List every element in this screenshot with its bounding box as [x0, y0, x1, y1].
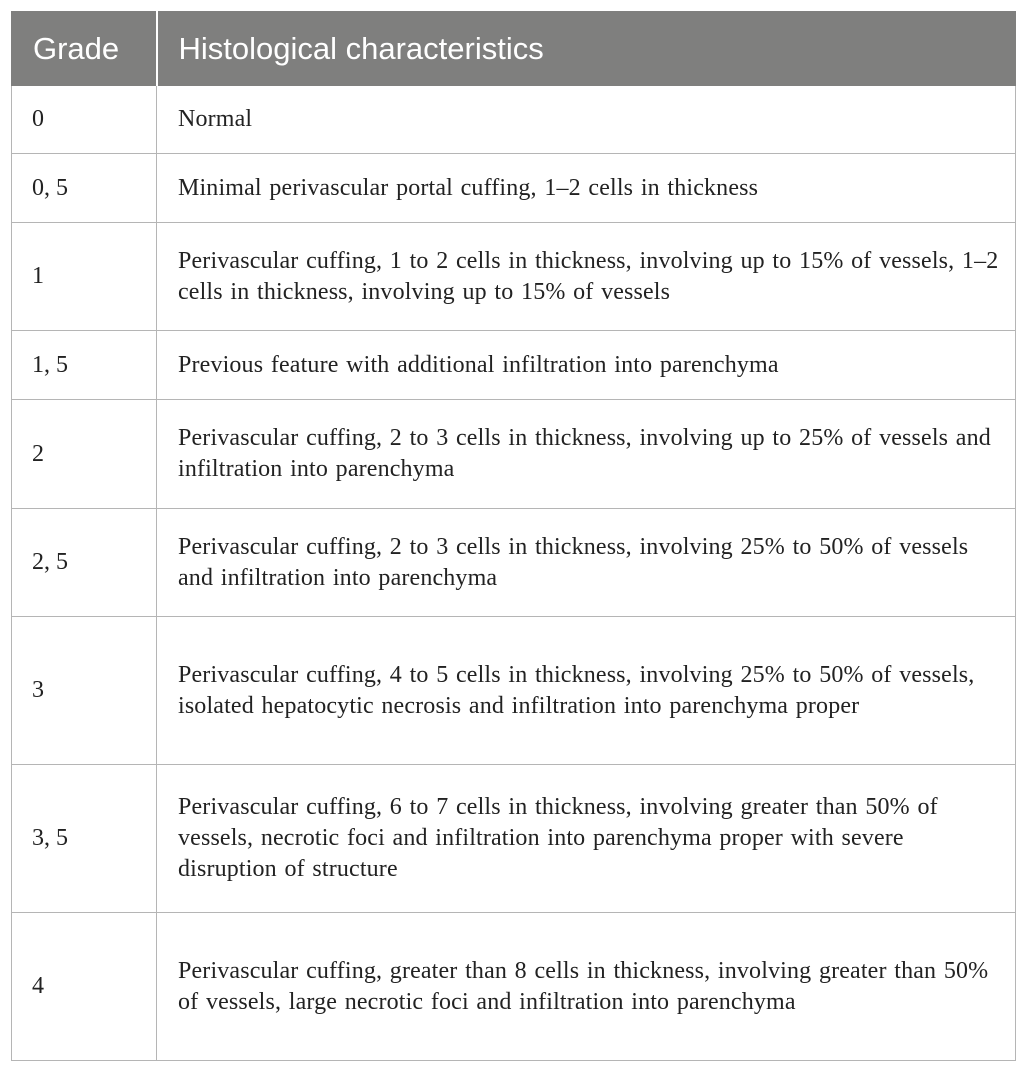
grade-cell: 4 [12, 913, 157, 1061]
grade-cell: 0, 5 [12, 154, 157, 223]
grade-cell: 1, 5 [12, 331, 157, 400]
table-row [12, 154, 1016, 223]
table-row [12, 509, 1016, 617]
description-cell: Minimal perivascular portal cuffing, 1–2 cells in thickness [157, 154, 1016, 223]
grade-cell: 2, 5 [12, 509, 157, 617]
table-header-row [12, 12, 1016, 86]
header-histological-characteristics: Histological characteristics [157, 12, 1016, 86]
grade-cell: 0 [12, 86, 157, 154]
table-row [12, 913, 1016, 1061]
table-row [12, 765, 1016, 913]
histology-grading-table [11, 11, 1016, 1061]
table-row [12, 617, 1016, 765]
table-row [12, 331, 1016, 400]
description-cell: Perivascular cuffing, 2 to 3 cells in thickness, involving up to 25% of vessels and infiltration into parenchyma [157, 400, 1016, 509]
grade-cell: 2 [12, 400, 157, 509]
description-cell: Perivascular cuffing, 2 to 3 cells in thickness, involving 25% to 50% of vessels and infiltration into parenchyma [157, 509, 1016, 617]
description-cell: Perivascular cuffing, greater than 8 cells in thickness, involving greater than 50% of vessels, large necrotic foci and infiltration into parenchyma [157, 913, 1016, 1061]
grade-cell: 3, 5 [12, 765, 157, 913]
description-cell: Normal [157, 86, 1016, 154]
description-cell: Previous feature with additional infiltration into parenchyma [157, 331, 1016, 400]
table-row [12, 86, 1016, 154]
table-row [12, 400, 1016, 509]
description-cell: Perivascular cuffing, 6 to 7 cells in thickness, involving greater than 50% of vessels, necrotic foci and infiltration into parenchyma proper with severe disruption of structure [157, 765, 1016, 913]
grade-cell: 3 [12, 617, 157, 765]
description-cell: Perivascular cuffing, 1 to 2 cells in thickness, involving up to 15% of vessels, 1–2 cells in thickness, involving up to 15% of vessels [157, 223, 1016, 331]
table-row [12, 223, 1016, 331]
header-grade: Grade [12, 12, 157, 86]
grade-cell: 1 [12, 223, 157, 331]
description-cell: Perivascular cuffing, 4 to 5 cells in thickness, involving 25% to 50% of vessels, isolated hepatocytic necrosis and infiltration into parenchyma proper [157, 617, 1016, 765]
histology-grading-table-container [11, 11, 1015, 1061]
